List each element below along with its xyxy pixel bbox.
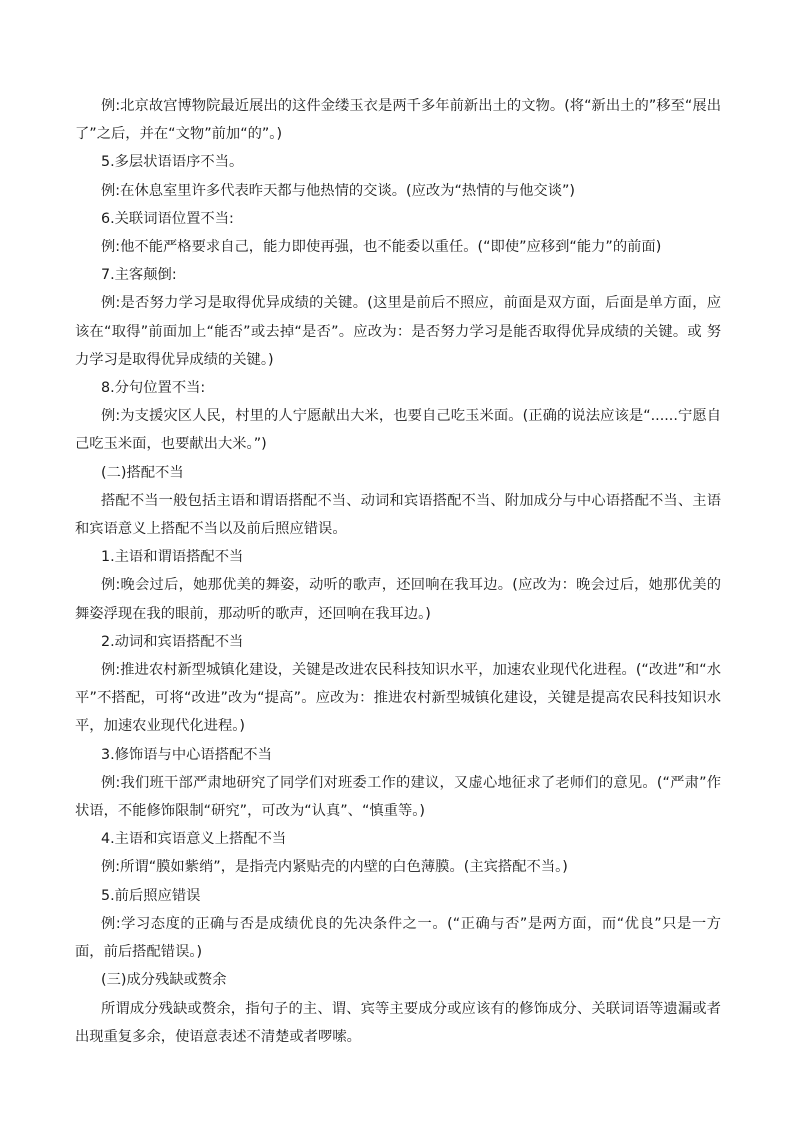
chapter-heading: (三)成分残缺或赘余: [101, 972, 227, 989]
section-heading: 3.修饰语与中心语搭配不当: [101, 746, 272, 763]
document-body: [75, 92, 721, 1051]
section-heading: 8.分句位置不当:: [101, 380, 206, 397]
chapter-heading: (二)搭配不当: [101, 464, 184, 481]
example-paragraph: 例:在休息室里许多代表昨天都与他热情的交谈。(应改为“热情的与他交谈”): [101, 182, 575, 199]
example-paragraph: 例:北京故宫博物院最近展出的这件金缕玉衣是两千多年前新出土的文物。(将“新出土的”移至“展出了”之后，并在“文物”前加“的”。): [75, 98, 721, 143]
example-paragraph: 例:学习态度的正确与否是成绩优良的先决条件之一。(“正确与否”是两方面，而“优良”只是一方面，前后搭配错误。): [75, 915, 721, 961]
section-heading: 1.主语和谓语搭配不当: [101, 549, 244, 566]
section-heading: 4.主语和宾语意义上搭配不当: [101, 831, 287, 848]
section-heading: 5.前后照应错误: [101, 887, 201, 904]
body-paragraph: 所谓成分残缺或赘余，指句子的主、谓、宾等主要成分或应该有的修饰成分、关联词语等遗漏或者出现重复多余，使语意表述不清楚或者啰嗦。: [75, 1000, 721, 1045]
example-paragraph: 例:是否努力学习是取得优异成绩的关键。(这里是前后不照应，前面是双方面，后面是单方面，应该在“取得”前面加上“能否”或去掉“是否”。应改为：是否努力学习是能否取得优异成绩的关键。或 努力学习是取得优异成绩的关键。): [75, 295, 721, 368]
example-paragraph: 例:晚会过后，她那优美的舞姿，动听的歌声，还回响在我耳边。(应改为：晚会过后，她那优美的舞姿浮现在我的眼前，那动听的歌声，还回响在我耳边。): [75, 577, 721, 622]
section-heading: 5.多层状语语序不当。: [101, 154, 244, 171]
section-heading: 7.主客颠倒:: [101, 267, 177, 284]
example-paragraph: 例:他不能严格要求自己，能力即使再强，也不能委以重任。(“即使”应移到“能力”的前面): [101, 239, 662, 256]
example-paragraph: 例:我们班干部严肃地研究了同学们对班委工作的建议，又虚心地征求了老师们的意见。(“严肃”作状语，不能修饰限制“研究”，可改为“认真”、“慎重等。): [75, 774, 721, 820]
section-heading: 2.动词和宾语搭配不当: [101, 633, 244, 650]
body-paragraph: 搭配不当一般包括主语和谓语搭配不当、动词和宾语搭配不当、附加成分与中心语搭配不当、主语和宾语意义上搭配不当以及前后照应错误。: [75, 492, 721, 538]
example-paragraph: 例:推进农村新型城镇化建设，关键是改进农民科技知识水平，加速农业现代化进程。(“改进”和“水平”不搭配，可将“改进”改为“提高”。应改为：推进农村新型城镇化建设，关键是提高农民科技知识水平，加速农业现代化进程。): [75, 662, 721, 735]
section-heading: 6.关联词语位置不当:: [101, 210, 234, 227]
example-paragraph: 例:所谓“膜如紫绡”，是指壳内紧贴壳的内壁的白色薄膜。(主宾搭配不当。): [101, 859, 568, 876]
example-paragraph: 例:为支援灾区人民，村里的人宁愿献出大米，也要自己吃玉米面。(正确的说法应该是“......宁愿自己吃玉米面，也要献出大米。”): [75, 408, 721, 453]
